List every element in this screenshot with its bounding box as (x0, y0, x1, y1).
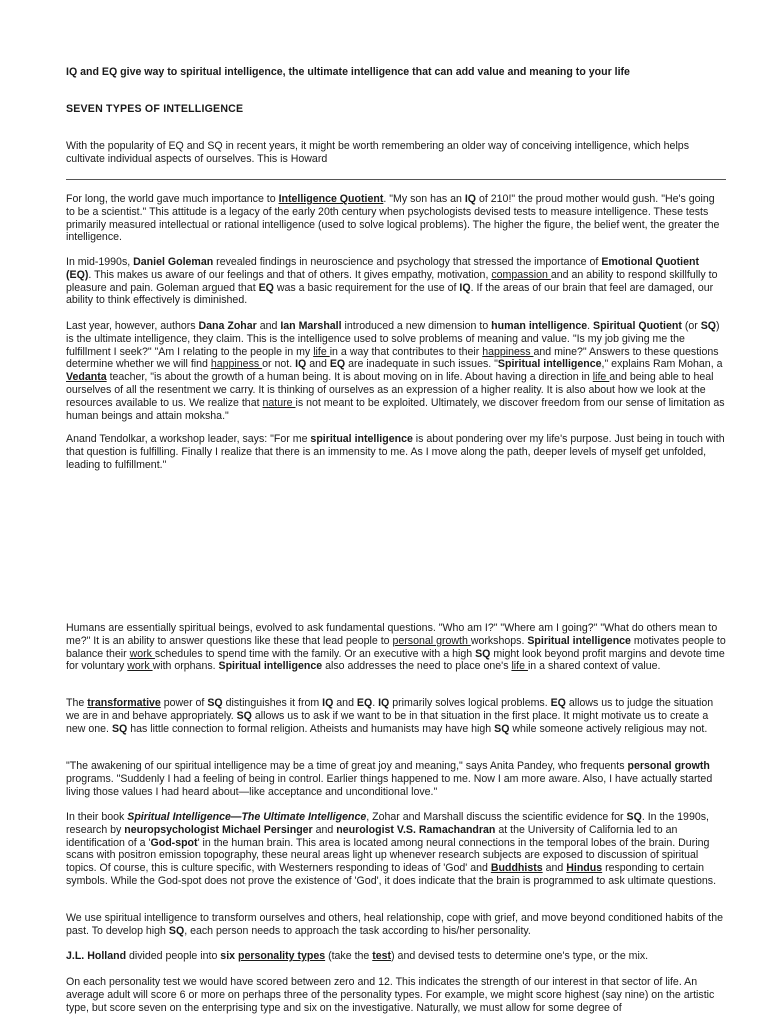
paragraph-tendolkar: Anand Tendolkar, a workshop leader, says: "For me spiritual intelligence is about pondering over my life's purpose. Just being in touch with that question is fulfilling. Finally I realize that there is an immensity to me. As I move along the path, deeper levels of myself get unfolded, leading to fulfillment." (66, 433, 725, 471)
link-test[interactable]: test (372, 950, 392, 962)
link-intelligence-quotient[interactable]: Intelligence Quotient (278, 193, 384, 205)
paragraph-eq: In mid-1990s, Daniel Goleman revealed findings in neuroscience and psychology that stressed the importance of Emotional Quotient (EQ). This makes us aware of our feelings and that of others. It gives empathy, motivation, compassion and an ability to respond skillfully to pleasure and pain. Goleman argued that EQ was a basic requirement for the use of IQ. If the areas of our brain that feel are damaged, our ability to think effectively is diminished. (66, 256, 718, 307)
paragraph-sq: Last year, however, authors Dana Zohar and Ian Marshall introduced a new dimension to human intelligence. Spiritual Quotient (or SQ) is the ultimate intelligence, they claim. This is the intelligence used to solve problems of meaning and value. "Is my job giving me the fulfillment I seek?" "Am I relating to the people in my life in a way that contributes to their happiness and mine?" Answers to these questions determine whether we will find happiness or not. IQ and EQ are inadequate in such issues. "Spiritual intelligence," explains Ram Mohan, a Vedanta teacher, "is about the growth of a human being. It is about moving on in life. About having a direction in life and being able to heal ourselves of all the resentment we carry. It is thinking of ourselves as an expression of a higher reality. It is also about how we look at the resources available to us. We realize that nature is not meant to be exploited. Ultimately, we discover freedom from our sense of limitation as human beings and attain moksha." (66, 320, 725, 422)
link-life-2[interactable]: life (592, 371, 610, 384)
paragraph-transformative: The transformative power of SQ distinguishes it from IQ and EQ. IQ primarily solves logical problems. EQ allows us to judge the situation we are in and behave appropriately. SQ allows us to ask if we want to be in that situation in the first place. It might motivate us to create a new one. SQ has little connection to formal religion. Atheists and humanists may have high SQ while someone actively religious may not. (66, 697, 714, 735)
link-vedanta[interactable]: Vedanta (66, 371, 107, 384)
link-transformative[interactable]: transformative (87, 697, 161, 709)
paragraph-iq: For long, the world gave much importance to Intelligence Quotient. "My son has an IQ of 210!" the proud mother would gush. "He's going to be a scientist." This attitude is a legacy of the early 20th century when psychologists devised tests to measure intelligence. These tests primarily measured intellectual or rational intelligence (used to solve logical problems). The higher the figure, the belief went, the greater the intelligence. (66, 193, 720, 244)
link-nature[interactable]: nature (262, 396, 296, 409)
book-title: Spiritual Intelligence—The Ultimate Intelligence (127, 811, 367, 823)
link-happiness-2[interactable]: happiness (210, 358, 263, 371)
link-buddhists[interactable]: Buddhists (490, 862, 543, 875)
link-personal-growth[interactable]: personal growth (392, 634, 471, 647)
link-hindus[interactable]: Hindus (566, 862, 603, 875)
link-personality-types[interactable]: personality types (237, 950, 326, 962)
link-compassion[interactable]: compassion (491, 268, 551, 281)
link-happiness[interactable]: happiness (482, 345, 534, 358)
paragraph-holland: J.L. Holland divided people into six personality types (take the test) and devised tests to determine one's type, or the mix. (66, 950, 649, 962)
paragraph-personality-test: On each personality test we would have scored between zero and 12. This indicates the strength of our interest in that sector of life. An average adult will score 6 or more on perhaps three of the personality types. For example, we might score highest (say nine) on the artistic type, but score seven on the enterprising type and six on the investigative. Naturally, we must allow for some degree of (66, 976, 715, 1014)
divider (66, 179, 726, 180)
intro-paragraph: With the popularity of EQ and SQ in recent years, it might be worth remembering an older way of conceiving intelligence, which helps cultivate individual aspects of ourselves. This is Howard (66, 140, 689, 165)
link-work-2[interactable]: work (127, 660, 153, 673)
section-title: SEVEN TYPES OF INTELLIGENCE (66, 103, 244, 115)
paragraph-humans: Humans are essentially spiritual beings, evolved to ask fundamental questions. "Who am I?" "Where am I going?" "What do others mean to me?" It is an ability to answer questions like these that lead people to personal growth workshops. Spiritual intelligence motivates people to balance their work schedules to spend time with the family. Or an executive with a high SQ might look beyond profit margins and devote time for voluntary work with orphans. Spiritual intelligence also addresses the need to place one's life in a shared context of value. (66, 622, 726, 673)
paragraph-develop-sq: We use spiritual intelligence to transform ourselves and others, heal relationship, cope with grief, and move beyond conditioned habits of the past. To develop high SQ, each person needs to approach the task according to his/her personality. (66, 912, 723, 937)
paragraph-awakening: "The awakening of our spiritual intelligence may be a time of great joy and meaning," says Anita Pandey, who frequents personal growth programs. "Suddenly I had a feeling of being in control. Earlier things happened to me. Now I am more aware. Also, I have actually started living those values I had heard about—like acceptance and unconditional love." (66, 760, 713, 798)
link-work[interactable]: work (129, 647, 155, 660)
paragraph-book: In their book Spiritual Intelligence—The Ultimate Intelligence, Zohar and Marshall discuss the scientific evidence for SQ. In the 1990s, research by neuropsychologist Michael Persinger and neurologist V.S. Ramachandran at the University of California led to an identification of a 'God-spot' in the human brain. This area is located among neural connections in the temporal lobes of the brain. During scans with positron emission topography, these neural areas light up whenever research subjects are exposed to discussion of spiritual topics. Of course, this is culture specific, with Westerners responding to ideas of 'God' and Buddhists and Hindus responding to certain symbols. While the God-spot does not prove the existence of 'God', it does indicate that the brain is programmed to ask ultimate questions. (66, 811, 717, 887)
headline: IQ and EQ give way to spiritual intelligence, the ultimate intelligence that can add value and meaning to your life (66, 66, 630, 78)
link-life[interactable]: life (313, 345, 330, 358)
link-life-3[interactable]: life (511, 660, 528, 673)
